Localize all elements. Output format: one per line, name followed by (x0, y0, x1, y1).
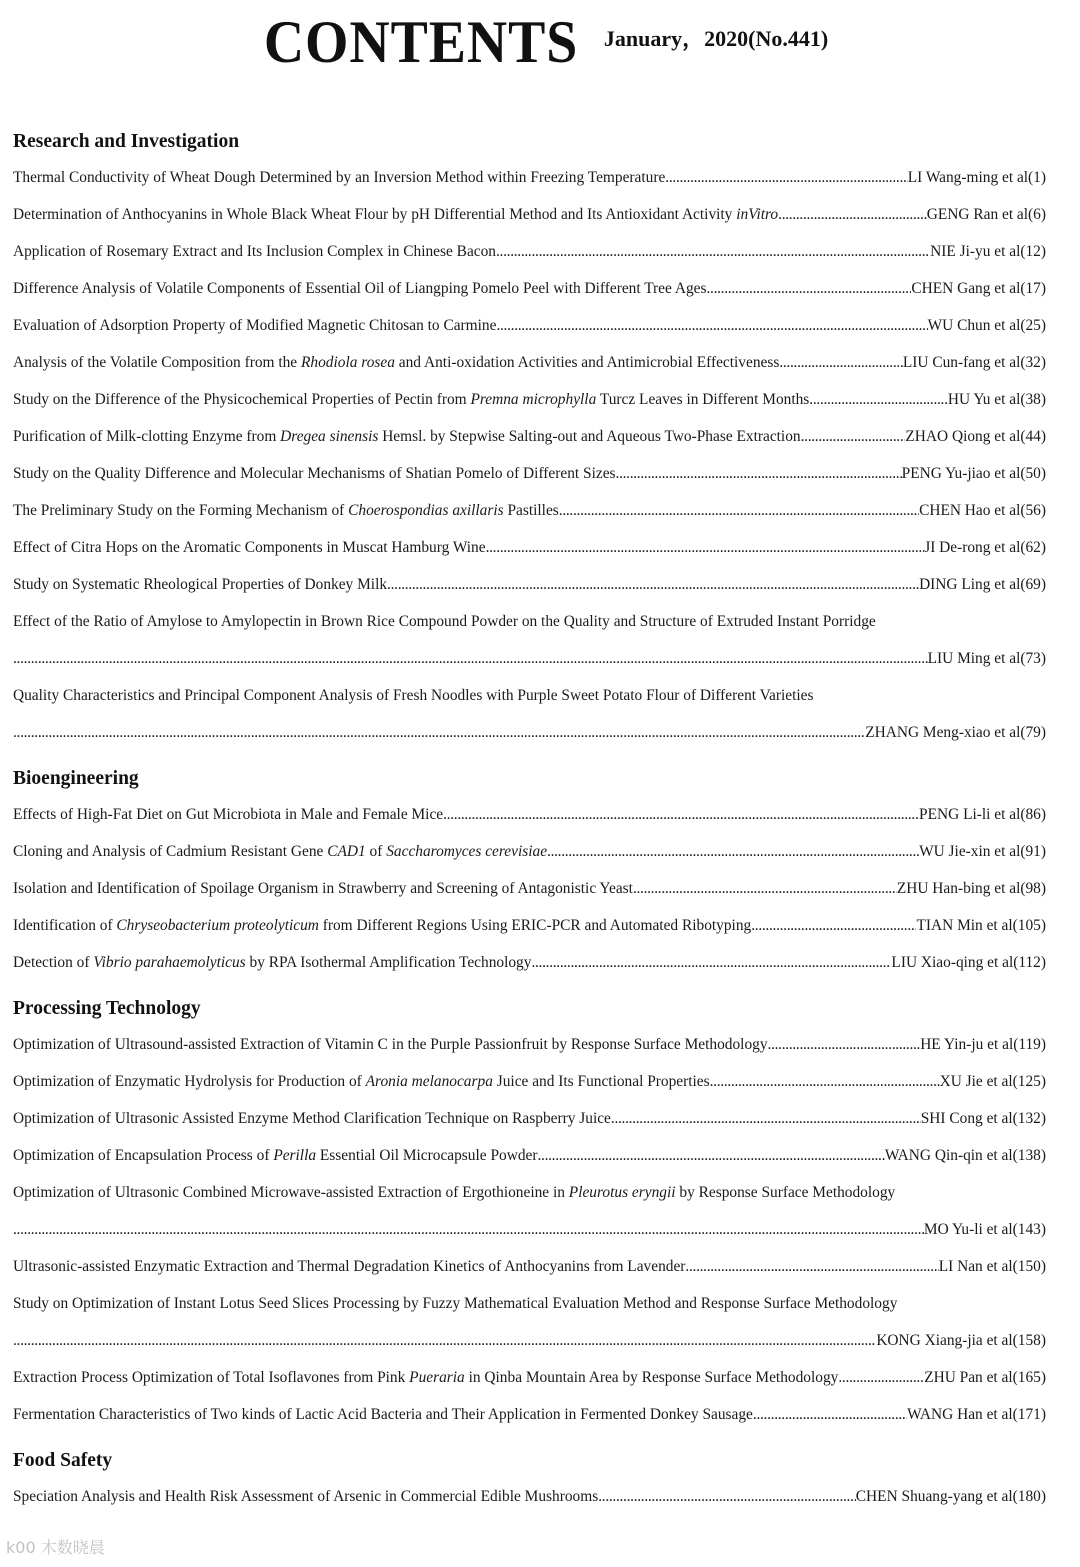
section-food-safety (13, 1443, 1046, 1515)
toc-entry[interactable]: Detection of Vibrio parahaemolyticus by RPA Isothermal Amplification Technology ..... LIU Xiao-qing et al(112) (13, 944, 1046, 981)
toc-entry[interactable]: Effect of Citra Hops on the Aromatic Components in Muscat Hamburg Wine ..... JI De-rong et al(62) (13, 529, 1046, 566)
toc-entry[interactable]: The Preliminary Study on the Forming Mechanism of Choerospondias axillaris Pastilles ..... CHEN Hao et al(56) (13, 492, 1046, 529)
section-processing-technology (13, 991, 1046, 1433)
toc-entry[interactable]: Effect of the Ratio of Amylose to Amylopectin in Brown Rice Compound Powder on the Quality and Structure of Extruded Instant Porridge ..... LIU Ming et al(73) (13, 603, 1046, 677)
watermark: k00 木数晓晨 (6, 1538, 105, 1557)
toc-entry[interactable]: Optimization of Encapsulation Process of Perilla Essential Oil Microcapsule Powder ..... WANG Qin-qin et al(138) (13, 1137, 1046, 1174)
toc-entry[interactable]: Study on Systematic Rheological Properties of Donkey Milk ..... DING Ling et al(69) (13, 566, 1046, 603)
toc-entry[interactable]: Study on the Difference of the Physicochemical Properties of Pectin from Premna microphylla Turcz Leaves in Different Months ..... HU Yu et al(38) (13, 381, 1046, 418)
toc-entry[interactable]: Speciation Analysis and Health Risk Assessment of Arsenic in Commercial Edible Mushrooms ..... CHEN Shuang-yang et al(180) (13, 1478, 1046, 1515)
toc-entry[interactable]: Isolation and Identification of Spoilage Organism in Strawberry and Screening of Antagonistic Yeast ..... ZHU Han-bing et al(98) (13, 870, 1046, 907)
issue-date: January，2020(No.441) (603, 26, 829, 51)
toc-entry[interactable]: Study on the Quality Difference and Molecular Mechanisms of Shatian Pomelo of Different Sizes ..... PENG Yu-jiao et al(50) (13, 455, 1046, 492)
toc-entry[interactable]: Application of Rosemary Extract and Its Inclusion Complex in Chinese Bacon ..... NIE Ji-yu et al(12) (13, 233, 1046, 270)
toc-entry[interactable]: Optimization of Ultrasonic Combined Microwave-assisted Extraction of Ergothioneine in Pleurotus eryngii by Response Surface Methodology ..... MO Yu-li et al(143) (13, 1174, 1046, 1248)
section-heading: Processing Technology (13, 998, 201, 1019)
toc-entry[interactable]: Evaluation of Adsorption Property of Modified Magnetic Chitosan to Carmine ..... WU Chun et al(25) (13, 307, 1046, 344)
section-research-and-investigation (13, 124, 1046, 751)
toc-entry[interactable]: Purification of Milk-clotting Enzyme from Dregea sinensis Hemsl. by Stepwise Salting-out and Aqueous Two-Phase Extraction ..... ZHAO Qiong et al(44) (13, 418, 1046, 455)
page-title: CONTENTS (263, 9, 579, 75)
toc-entry[interactable]: Optimization of Ultrasonic Assisted Enzyme Method Clarification Technique on Raspberry Juice ..... SHI Cong et al(132) (13, 1100, 1046, 1137)
toc-entry[interactable]: Effects of High-Fat Diet on Gut Microbiota in Male and Female Mice ..... PENG Li-li et al(86) (13, 796, 1046, 833)
masthead (0, 8, 1080, 77)
toc-entry[interactable]: Fermentation Characteristics of Two kinds of Lactic Acid Bacteria and Their Application in Fermented Donkey Sausage ..... WANG Han et al(171) (13, 1396, 1046, 1433)
toc-entry[interactable]: Optimization of Ultrasound-assisted Extraction of Vitamin C in the Purple Passionfruit by Response Surface Methodology ..... HE Yin-ju et al(119) (13, 1026, 1046, 1063)
toc-entry[interactable]: Ultrasonic-assisted Enzymatic Extraction and Thermal Degradation Kinetics of Anthocyanins from Lavender ..... LI Nan et al(150) (13, 1248, 1046, 1285)
toc-entry[interactable]: Cloning and Analysis of Cadmium Resistant Gene CAD1 of Saccharomyces cerevisiae ..... WU Jie-xin et al(91) (13, 833, 1046, 870)
toc-entry[interactable]: Quality Characteristics and Principal Component Analysis of Fresh Noodles with Purple Sweet Potato Flour of Different Varieties ..... ZHANG Meng-xiao et al(79) (13, 677, 1046, 751)
section-bioengineering (13, 761, 1046, 981)
toc-entry[interactable]: Analysis of the Volatile Composition from the Rhodiola rosea and Anti-oxidation Activities and Antimicrobial Effectiveness ..... LIU Cun-fang et al(32) (13, 344, 1046, 381)
toc-entry[interactable]: Identification of Chryseobacterium proteolyticum from Different Regions Using ERIC-PCR and Automated Ribotyping ..... TIAN Min et al(105) (13, 907, 1046, 944)
section-heading: Bioengineering (13, 768, 139, 789)
toc-entry[interactable]: Determination of Anthocyanins in Whole Black Wheat Flour by pH Differential Method and Its Antioxidant Activity inVitro ..... GENG Ran et al(6) (13, 196, 1046, 233)
section-heading: Research and Investigation (13, 131, 240, 152)
toc-entry[interactable]: Study on Optimization of Instant Lotus Seed Slices Processing by Fuzzy Mathematical Evaluation Method and Response Surface Methodology ..... KONG Xiang-jia et al(158) (13, 1285, 1046, 1359)
section-heading: Food Safety (13, 1450, 113, 1471)
toc-entry[interactable]: Thermal Conductivity of Wheat Dough Determined by an Inversion Method within Freezing Temperature ..... LI Wang-ming et al(1) (13, 159, 1046, 196)
toc-entry[interactable]: Optimization of Enzymatic Hydrolysis for Production of Aronia melanocarpa Juice and Its Functional Properties ..... XU Jie et al(125) (13, 1063, 1046, 1100)
table-of-contents (13, 124, 1046, 1525)
toc-entry[interactable]: Extraction Process Optimization of Total Isoflavones from Pink Pueraria in Qinba Mountain Area by Response Surface Methodology ..... ZHU Pan et al(165) (13, 1359, 1046, 1396)
toc-entry[interactable]: Difference Analysis of Volatile Components of Essential Oil of Liangping Pomelo Peel with Different Tree Ages ..... CHEN Gang et al(17) (13, 270, 1046, 307)
